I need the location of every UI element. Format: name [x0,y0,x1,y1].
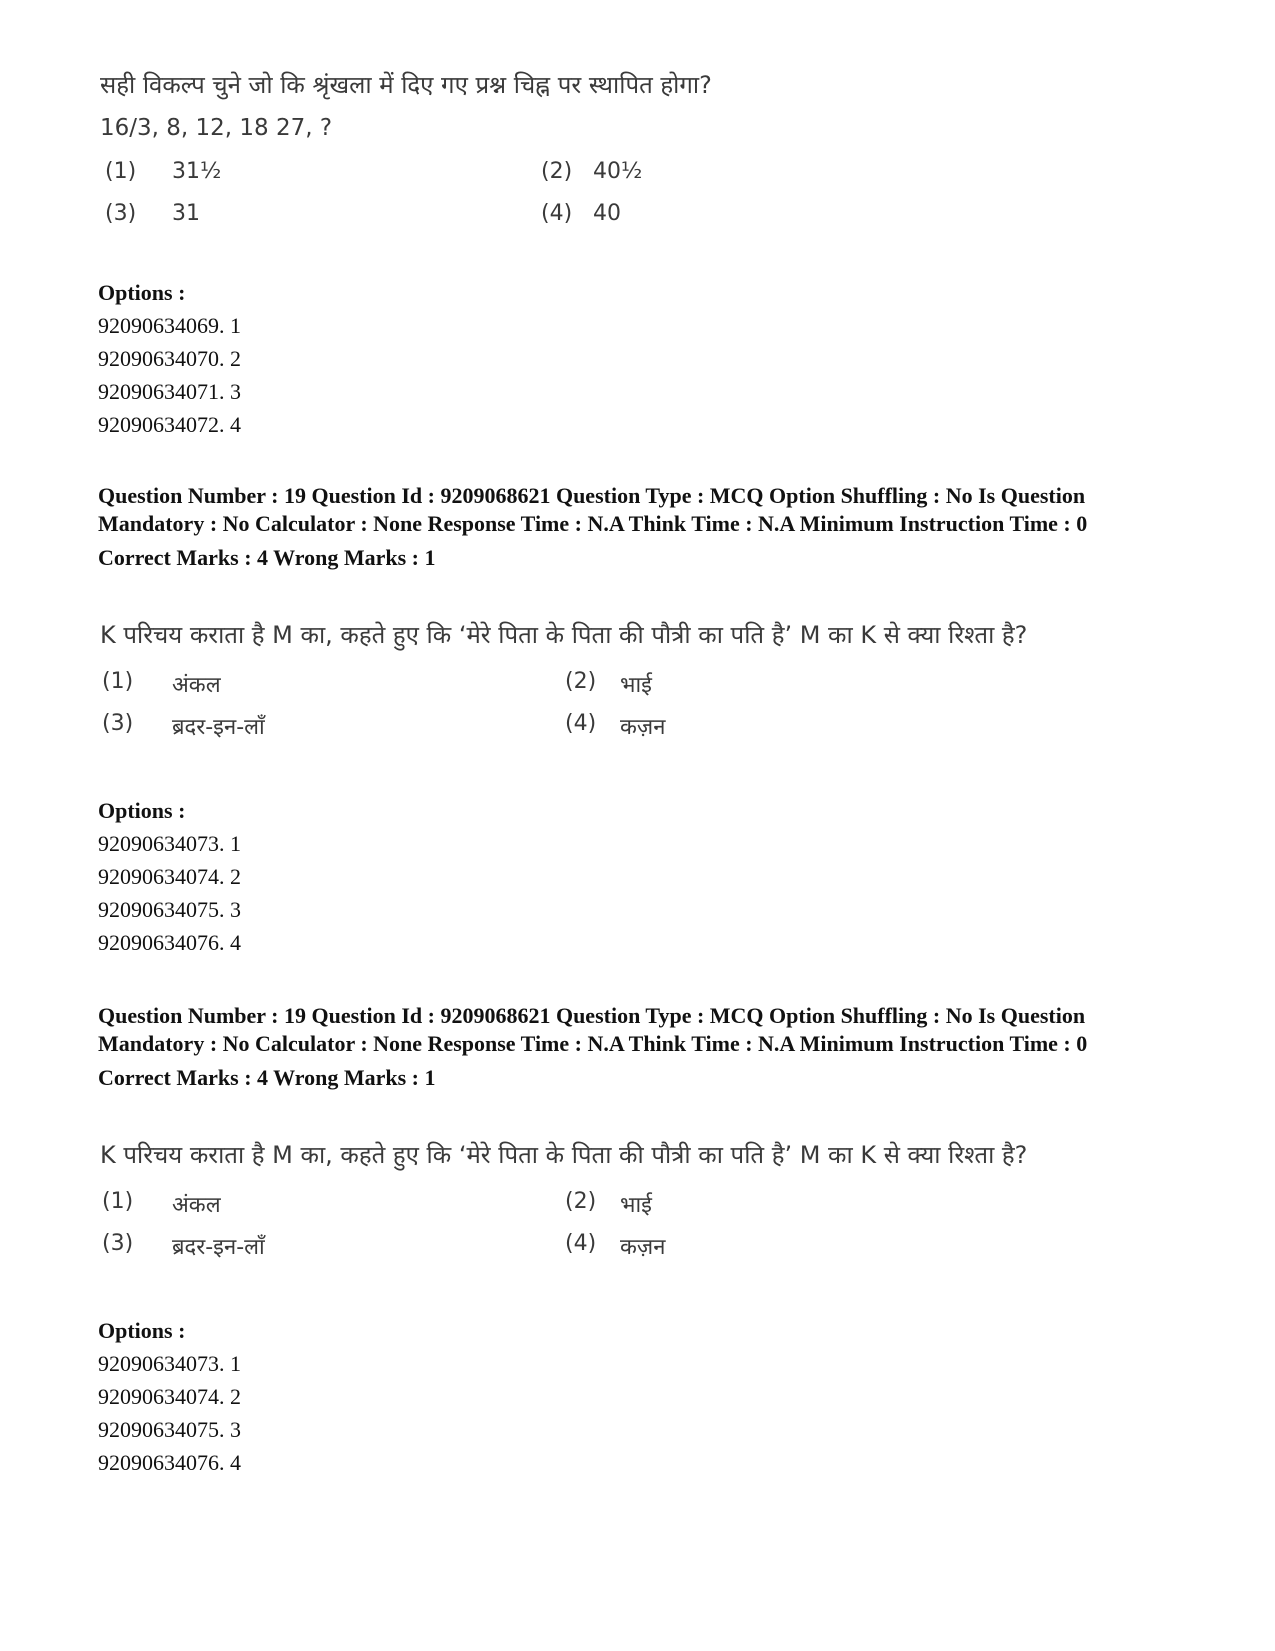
choice-value: भाई [620,673,652,698]
option-item: 92090634076. 4 [98,930,241,955]
options-list [98,276,241,441]
options-list [98,1314,241,1479]
choice-row [100,669,1027,711]
choice-number: (1) [105,159,137,184]
choice-value: कज़न [620,1235,666,1260]
choice-number: (3) [102,1231,134,1256]
choice-number: (4) [565,711,597,736]
option-item: 92090634069. 1 [98,313,241,338]
question-text: K परिचय कराता है M का, कहते हुए कि ‘मेरे पिता के पिता की पौत्री का पति है’ M का K से क्या रिश्ता है? [100,1141,1028,1169]
option-item: 92090634071. 3 [98,379,241,404]
question-meta [98,1002,1178,1092]
marks-text: Correct Marks : 4 Wrong Marks : 1 [98,1065,436,1090]
marks-text: Correct Marks : 4 Wrong Marks : 1 [98,545,436,570]
choice-value: अंकल [172,673,221,698]
choice-value: कज़न [620,715,666,740]
choice-value: 40½ [593,159,643,184]
option-item: 92090634072. 4 [98,412,241,437]
option-item: 92090634076. 4 [98,1450,241,1475]
choice-number: (3) [102,711,134,736]
choice-row [100,1189,1027,1231]
choice-value: 31 [172,201,200,226]
question-meta [98,482,1178,572]
choice-number: (4) [541,201,573,226]
question-meta-text: Question Number : 19 Question Id : 9209068621 Question Type : MCQ Option Shuffling : No Is Question Mandatory : No Calculator : None Response Time : N.A Think Time : N.A Minimum Instruction Time : 0 [98,1003,1088,1056]
option-item: 92090634070. 2 [98,346,241,371]
choice-value: ब्रदर-इन-लॉं [172,1235,265,1260]
question-text: सही विकल्प चुने जो कि श्रृंखला में दिए गए प्रश्न चिह्न पर स्थापित होगा? [100,71,712,99]
choice-value: 40 [593,201,621,226]
question-meta-text: Question Number : 19 Question Id : 9209068621 Question Type : MCQ Option Shuffling : No Is Question Mandatory : No Calculator : None Response Time : N.A Think Time : N.A Minimum Instruction Time : 0 [98,483,1088,536]
question-series: 16/3, 8, 12, 18 27, ? [100,115,333,141]
choice-row [100,1231,1027,1273]
choice-value: भाई [620,1193,652,1218]
options-title: Options : [98,798,186,823]
choice-number: (2) [565,669,597,694]
choice-value: 31½ [172,159,222,184]
choice-value: अंकल [172,1193,221,1218]
choice-number: (2) [541,159,573,184]
choice-number: (4) [565,1231,597,1256]
options-title: Options : [98,1318,186,1343]
choice-row [100,711,1027,753]
question-19-image [100,618,1027,753]
choice-number: (1) [102,1189,134,1214]
option-item: 92090634073. 1 [98,1351,241,1376]
option-item: 92090634075. 3 [98,1417,241,1442]
option-item: 92090634073. 1 [98,831,241,856]
question-text: K परिचय कराता है M का, कहते हुए कि ‘मेरे पिता के पिता की पौत्री का पति है’ M का K से क्या रिश्ता है? [100,621,1028,649]
choice-number: (2) [565,1189,597,1214]
choice-row [100,159,712,201]
choice-row [100,201,712,243]
question-19-image [100,1138,1027,1273]
choice-number: (1) [102,669,134,694]
option-item: 92090634075. 3 [98,897,241,922]
choice-value: ब्रदर-इन-लॉं [172,715,265,740]
options-list [98,794,241,959]
options-title: Options : [98,280,186,305]
option-item: 92090634074. 2 [98,1384,241,1409]
option-item: 92090634074. 2 [98,864,241,889]
question-18-image [100,68,712,243]
choice-number: (3) [105,201,137,226]
